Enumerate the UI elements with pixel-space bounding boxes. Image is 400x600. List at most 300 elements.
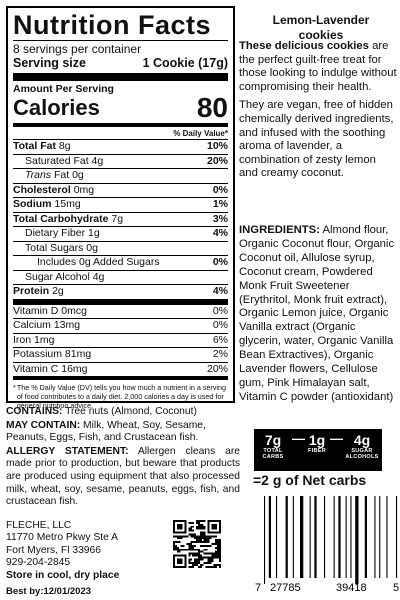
barcode-bar bbox=[355, 496, 358, 584]
qr-module bbox=[209, 556, 211, 558]
qr-module bbox=[200, 551, 202, 553]
qr-module bbox=[202, 564, 204, 566]
qr-module bbox=[208, 541, 210, 543]
qr-module bbox=[202, 533, 204, 535]
qr-module bbox=[211, 556, 213, 558]
qr-module bbox=[196, 522, 198, 524]
qr-module bbox=[202, 551, 204, 553]
qr-module bbox=[183, 535, 185, 537]
qr-module bbox=[196, 562, 198, 564]
qr-module bbox=[196, 564, 198, 566]
barcode-bar bbox=[276, 496, 277, 578]
qr-module bbox=[194, 537, 196, 539]
qr-module bbox=[208, 537, 210, 539]
qr-module bbox=[188, 553, 190, 555]
qr-module bbox=[217, 551, 219, 553]
qr-module bbox=[177, 558, 183, 564]
nutrient-dv: 10% bbox=[206, 140, 228, 152]
company-address-2: Fort Myers, Fl 33966 bbox=[6, 544, 101, 556]
fiber-label: FIBER bbox=[308, 448, 326, 454]
nutrient-label: Sugar Alcohol bbox=[25, 270, 90, 283]
qr-module bbox=[192, 522, 194, 524]
total-carbs-label: TOTAL CARBS bbox=[262, 448, 284, 460]
qr-module bbox=[177, 551, 179, 553]
qr-module bbox=[211, 555, 213, 557]
qr-module bbox=[196, 528, 198, 530]
qr-module bbox=[175, 545, 177, 547]
divider-medium bbox=[13, 123, 228, 127]
may-contain-text: Milk, Wheat, Soy, Sesame, Peanuts, Eggs, Fish, and Crustacean fish. bbox=[6, 419, 206, 444]
micro-label: Vitamin D 0mcg bbox=[13, 304, 87, 317]
qr-module bbox=[196, 558, 198, 560]
qr-module bbox=[215, 556, 217, 558]
nutrient-label: Total Sugars bbox=[25, 241, 84, 254]
qr-module bbox=[200, 558, 202, 560]
qr-module bbox=[192, 535, 194, 537]
nutrient-row-saturated-fat bbox=[13, 154, 228, 169]
servings-per-container: 8 servings per container bbox=[13, 42, 142, 56]
qr-module bbox=[217, 555, 219, 557]
serving-size-value: 1 Cookie (17g) bbox=[142, 56, 228, 70]
qr-module bbox=[204, 541, 206, 543]
qr-module bbox=[208, 545, 210, 547]
qr-module bbox=[204, 545, 206, 547]
qr-module bbox=[213, 566, 215, 568]
contains-label: CONTAINS: bbox=[6, 406, 63, 417]
qr-module bbox=[202, 535, 204, 537]
qr-module bbox=[188, 533, 190, 535]
qr-module bbox=[215, 543, 217, 545]
qr-module bbox=[198, 551, 200, 553]
qr-module bbox=[202, 558, 204, 560]
nutrient-row-total-fat bbox=[13, 139, 228, 154]
qr-module bbox=[188, 560, 190, 562]
allergy-statement bbox=[6, 446, 240, 509]
qr-module bbox=[181, 549, 183, 551]
qr-module bbox=[202, 556, 204, 558]
qr-module bbox=[202, 526, 204, 528]
carb-badge bbox=[254, 429, 382, 471]
qr-module bbox=[190, 545, 192, 547]
sugar-alcohols bbox=[342, 433, 382, 460]
qr-module bbox=[209, 562, 211, 564]
qr-module bbox=[219, 560, 221, 562]
qr-module bbox=[215, 566, 217, 568]
nutrient-label: Protein bbox=[13, 285, 50, 297]
qr-module bbox=[173, 541, 175, 543]
qr-module bbox=[200, 564, 202, 566]
nutrient-label: Cholesterol bbox=[13, 183, 71, 196]
qr-module bbox=[200, 556, 202, 558]
qr-module bbox=[190, 553, 192, 555]
qr-module bbox=[190, 526, 192, 528]
qr-module bbox=[192, 541, 194, 543]
product-title bbox=[246, 13, 396, 43]
qr-module bbox=[217, 545, 219, 547]
nutrient-label: Total Fat bbox=[13, 140, 56, 152]
qr-module bbox=[219, 556, 221, 558]
may-contain-line bbox=[6, 420, 240, 445]
qr-module bbox=[198, 537, 200, 539]
nutrient-row-added-sugars bbox=[13, 255, 228, 270]
micro-dv: 2% bbox=[212, 348, 228, 360]
qr-module bbox=[188, 530, 190, 532]
qr-module bbox=[188, 543, 190, 545]
qr-module bbox=[200, 539, 202, 541]
qr-module bbox=[204, 533, 206, 535]
qr-module bbox=[185, 535, 187, 537]
qr-module bbox=[196, 535, 198, 537]
qr-module bbox=[190, 562, 192, 564]
qr-module bbox=[200, 537, 202, 539]
allergy-statement-label: ALLERGY STATEMENT: bbox=[6, 445, 129, 457]
qr-module bbox=[196, 539, 198, 541]
qr-module bbox=[215, 541, 217, 543]
barcode-bar bbox=[338, 496, 340, 578]
barcode-bar bbox=[374, 496, 375, 578]
qr-module bbox=[213, 535, 215, 537]
qr-module bbox=[175, 541, 177, 543]
qr-module bbox=[208, 560, 210, 562]
qr-module bbox=[198, 558, 200, 560]
qr-module bbox=[179, 541, 181, 543]
qr-module bbox=[177, 524, 183, 530]
nutrient-label: Dietary Fiber bbox=[25, 227, 86, 239]
qr-module bbox=[190, 549, 192, 551]
qr-module bbox=[204, 539, 206, 541]
qr-module bbox=[219, 551, 221, 553]
qr-module bbox=[204, 549, 206, 551]
qr-module bbox=[175, 549, 177, 551]
qr-module bbox=[200, 566, 202, 568]
qr-module bbox=[209, 535, 211, 537]
micro-dv: 0% bbox=[212, 304, 228, 317]
qr-module bbox=[192, 566, 194, 568]
qr-module bbox=[213, 543, 215, 545]
qr-module bbox=[190, 535, 192, 537]
qr-module bbox=[219, 545, 221, 547]
contains-text: Tree nuts (Almond, Coconut) bbox=[62, 406, 197, 417]
qr-module bbox=[206, 545, 208, 547]
qr-module bbox=[198, 522, 200, 524]
nutrient-amount: 7g bbox=[111, 212, 124, 225]
sugar-alcohols-value: 4g bbox=[353, 432, 371, 448]
nutrient-dv: 4% bbox=[212, 285, 228, 297]
nutrient-dv: 0% bbox=[212, 183, 228, 196]
barcode-bar bbox=[324, 496, 325, 578]
qr-module bbox=[173, 549, 175, 551]
qr-module bbox=[206, 537, 208, 539]
barcode-digit-1: 7 bbox=[255, 582, 262, 594]
qr-module bbox=[194, 533, 196, 535]
qr-module bbox=[192, 562, 194, 564]
qr-module bbox=[211, 543, 213, 545]
micro-label: Vitamin C 16mg bbox=[13, 362, 88, 375]
qr-module bbox=[208, 535, 210, 537]
qr-module bbox=[196, 520, 198, 522]
qr-module bbox=[200, 541, 202, 543]
qr-module bbox=[209, 545, 211, 547]
qr-module bbox=[200, 520, 202, 522]
nutrient-dv: 3% bbox=[212, 212, 228, 225]
qr-module bbox=[217, 549, 219, 551]
barcode-bar bbox=[310, 496, 311, 578]
qr-code-image bbox=[173, 520, 221, 568]
qr-module bbox=[177, 537, 179, 539]
qr-module bbox=[194, 549, 196, 551]
product-title-line2: cookies bbox=[298, 28, 344, 42]
barcode-bar bbox=[346, 496, 347, 578]
barcode-bar bbox=[350, 496, 351, 578]
qr-module bbox=[186, 543, 188, 545]
qr-module bbox=[194, 545, 196, 547]
qr-module bbox=[206, 556, 208, 558]
barcode-bars bbox=[264, 496, 400, 584]
sugar-alcohols-label: SUGAR ALCOHOLS bbox=[345, 448, 379, 460]
qr-module bbox=[198, 549, 200, 551]
qr-module bbox=[200, 555, 202, 557]
nutrient-row-trans-fat bbox=[13, 168, 228, 183]
qr-module bbox=[188, 566, 190, 568]
net-carbs: =2 g of Net carbs bbox=[253, 472, 367, 488]
barcode-bar bbox=[300, 496, 303, 578]
qr-module bbox=[194, 558, 196, 560]
qr-module bbox=[206, 562, 208, 564]
qr-module bbox=[208, 556, 210, 558]
company-info bbox=[6, 520, 166, 582]
qr-module bbox=[175, 547, 177, 549]
qr-module bbox=[204, 532, 206, 534]
qr-module bbox=[209, 560, 211, 562]
nutrient-amount: 4g bbox=[91, 154, 104, 167]
qr-module bbox=[219, 555, 221, 557]
barcode-bar bbox=[379, 496, 380, 578]
nutrient-row-total-carbohydrate bbox=[13, 212, 228, 227]
qr-module bbox=[215, 551, 217, 553]
qr-module bbox=[202, 524, 204, 526]
nutrient-label: Trans bbox=[25, 169, 52, 181]
qr-module bbox=[198, 520, 200, 522]
qr-module bbox=[200, 533, 202, 535]
qr-module bbox=[206, 549, 208, 551]
qr-module bbox=[181, 535, 183, 537]
total-carbs-value: 7g bbox=[264, 432, 282, 448]
product-title-line1: Lemon-Lavender bbox=[272, 13, 370, 27]
qr-module bbox=[215, 539, 217, 541]
barcode-bar bbox=[334, 496, 335, 578]
qr-module bbox=[213, 556, 215, 558]
company-phone: 929-204-2845 bbox=[6, 557, 71, 569]
qr-module bbox=[202, 541, 204, 543]
qr-module bbox=[192, 564, 194, 566]
nutrient-amount: 15mg bbox=[54, 198, 81, 210]
qr-module bbox=[194, 541, 196, 543]
barcode-bar bbox=[386, 496, 387, 578]
daily-value-footnote: * The % Daily Value (DV) tells you how much a nutrient in a serving of food contributes to a daily diet. 2,000 calories a day is used for general nutrition advice. bbox=[13, 376, 228, 410]
qr-module bbox=[192, 549, 194, 551]
nutrition-title: Nutrition Facts bbox=[13, 10, 212, 40]
barcode-bar bbox=[396, 496, 397, 578]
qr-module bbox=[211, 524, 217, 530]
barcode-bar bbox=[264, 496, 265, 584]
nutrient-dv: 20% bbox=[206, 154, 228, 167]
qr-module bbox=[200, 545, 202, 547]
nutrient-row-sugar-alcohol bbox=[13, 270, 228, 285]
qr-module bbox=[173, 535, 175, 537]
daily-value-header: % Daily Value* bbox=[173, 129, 228, 138]
qr-module bbox=[194, 562, 196, 564]
qr-module bbox=[198, 539, 200, 541]
nutrient-amount: 0g bbox=[86, 241, 98, 254]
qr-module bbox=[213, 555, 215, 557]
qr-module bbox=[198, 526, 200, 528]
qr-module bbox=[188, 528, 190, 530]
qr-module bbox=[192, 555, 194, 557]
minus-sign: — bbox=[330, 431, 343, 446]
micro-row-vitamin-c bbox=[13, 362, 228, 377]
qr-module bbox=[188, 522, 190, 524]
divider bbox=[13, 40, 228, 41]
qr-module bbox=[217, 556, 219, 558]
qr-module bbox=[183, 545, 185, 547]
nutrient-row-total-sugars bbox=[13, 241, 228, 256]
barcode-bar bbox=[286, 496, 288, 578]
qr-module bbox=[194, 535, 196, 537]
qr-module bbox=[188, 547, 190, 549]
qr-module bbox=[190, 541, 192, 543]
qr-module bbox=[206, 541, 208, 543]
qr-module bbox=[179, 537, 181, 539]
qr-module bbox=[208, 553, 210, 555]
qr-module bbox=[192, 530, 194, 532]
qr-module bbox=[209, 566, 211, 568]
micro-row-iron bbox=[13, 333, 228, 348]
qr-module bbox=[190, 530, 192, 532]
qr-module bbox=[185, 549, 187, 551]
qr-module bbox=[196, 537, 198, 539]
qr-module bbox=[173, 543, 175, 545]
qr-module bbox=[217, 539, 219, 541]
qr-module bbox=[186, 535, 188, 537]
qr-module bbox=[188, 545, 190, 547]
qr-module bbox=[192, 547, 194, 549]
qr-module bbox=[209, 558, 211, 560]
nutrient-label: Includes 0g Added Sugars bbox=[37, 256, 160, 268]
nutrient-dv: 0% bbox=[212, 256, 228, 268]
qr-module bbox=[202, 537, 204, 539]
qr-module bbox=[192, 526, 194, 528]
nutrient-row-dietary-fiber bbox=[13, 226, 228, 241]
qr-module bbox=[217, 553, 219, 555]
qr-module bbox=[188, 555, 190, 557]
qr-module bbox=[200, 528, 202, 530]
qr-module bbox=[179, 549, 181, 551]
best-by-date: Best by:12/01/2023 bbox=[6, 586, 92, 597]
qr-module bbox=[219, 539, 221, 541]
qr-module bbox=[188, 558, 190, 560]
qr-module bbox=[190, 528, 192, 530]
qr-module bbox=[198, 535, 200, 537]
nutrition-facts-panel bbox=[6, 6, 235, 410]
qr-module bbox=[209, 553, 211, 555]
qr-module bbox=[217, 547, 219, 549]
qr-module bbox=[173, 545, 175, 547]
description-para-1 bbox=[239, 40, 397, 94]
qr-module bbox=[219, 566, 221, 568]
qr-module bbox=[173, 547, 175, 549]
description-text: are the perfect guilt-free treat for those looking to indulge without compromising their health. bbox=[239, 40, 397, 93]
qr-module bbox=[204, 562, 206, 564]
qr-module bbox=[200, 524, 202, 526]
qr-module bbox=[219, 564, 221, 566]
qr-module bbox=[215, 535, 217, 537]
qr-module bbox=[196, 541, 198, 543]
qr-module bbox=[204, 526, 206, 528]
ingredients-label: INGREDIENTS: bbox=[239, 224, 320, 236]
qr-module bbox=[208, 566, 210, 568]
fiber-value: 1g bbox=[308, 432, 326, 448]
may-contain-label: MAY CONTAIN: bbox=[6, 419, 81, 431]
qr-module bbox=[181, 537, 183, 539]
calories-row bbox=[13, 92, 228, 123]
qr-module bbox=[198, 528, 200, 530]
minus-sign: — bbox=[292, 431, 305, 446]
qr-module bbox=[211, 553, 213, 555]
qr-module bbox=[213, 564, 215, 566]
ingredients-block bbox=[239, 224, 397, 405]
qr-module bbox=[202, 545, 204, 547]
qr-module bbox=[177, 535, 179, 537]
qr-module bbox=[192, 545, 194, 547]
qr-module bbox=[192, 533, 194, 535]
qr-module bbox=[177, 549, 179, 551]
qr-module bbox=[196, 560, 198, 562]
footnote-text: The % Daily Value (DV) tells you how much a nutrient in a serving of food contributes to a daily diet. 2,000 calories a day is used for general nutrition advice. bbox=[16, 383, 227, 410]
qr-module bbox=[217, 543, 219, 545]
qr-module bbox=[206, 539, 208, 541]
qr-module bbox=[206, 535, 208, 537]
qr-module bbox=[204, 537, 206, 539]
qr-module bbox=[215, 553, 217, 555]
qr-module bbox=[190, 558, 192, 560]
storage-instructions: Store in cool, dry place bbox=[6, 569, 120, 581]
qr-module bbox=[219, 547, 221, 549]
micro-dv: 6% bbox=[212, 333, 228, 346]
qr-module bbox=[204, 528, 206, 530]
qr-module bbox=[198, 555, 200, 557]
barcode-bar bbox=[314, 496, 316, 578]
qr-module bbox=[217, 564, 219, 566]
micro-row-calcium bbox=[13, 318, 228, 333]
allergy-statement-text: Allergen cleans are made prior to production, but beware that products are produced using equipment that also processed milk, wheat, soy, sesame, peanuts, eggs, fish, and crustacean fish. bbox=[6, 445, 240, 508]
qr-module bbox=[202, 520, 204, 522]
qr-module bbox=[188, 562, 190, 564]
nutrient-dv: 4% bbox=[212, 227, 228, 239]
fiber bbox=[306, 433, 328, 454]
amount-per-serving: Amount Per Serving bbox=[13, 83, 114, 95]
product-description bbox=[239, 40, 397, 186]
qr-module bbox=[198, 556, 200, 558]
description-para-2: They are vegan, free of hidden chemically derived ingredients, and infused with the soothing aroma of lavender, a combination of zesty lemon and creamy coconut. bbox=[239, 99, 394, 180]
qr-module bbox=[204, 520, 206, 522]
qr-module bbox=[211, 560, 213, 562]
qr-module bbox=[190, 533, 192, 535]
barcode-bar bbox=[293, 496, 294, 578]
micro-label: Potassium 81mg bbox=[13, 348, 92, 360]
qr-module bbox=[204, 553, 206, 555]
micro-dv: 20% bbox=[206, 362, 228, 375]
contains-line bbox=[6, 406, 240, 419]
